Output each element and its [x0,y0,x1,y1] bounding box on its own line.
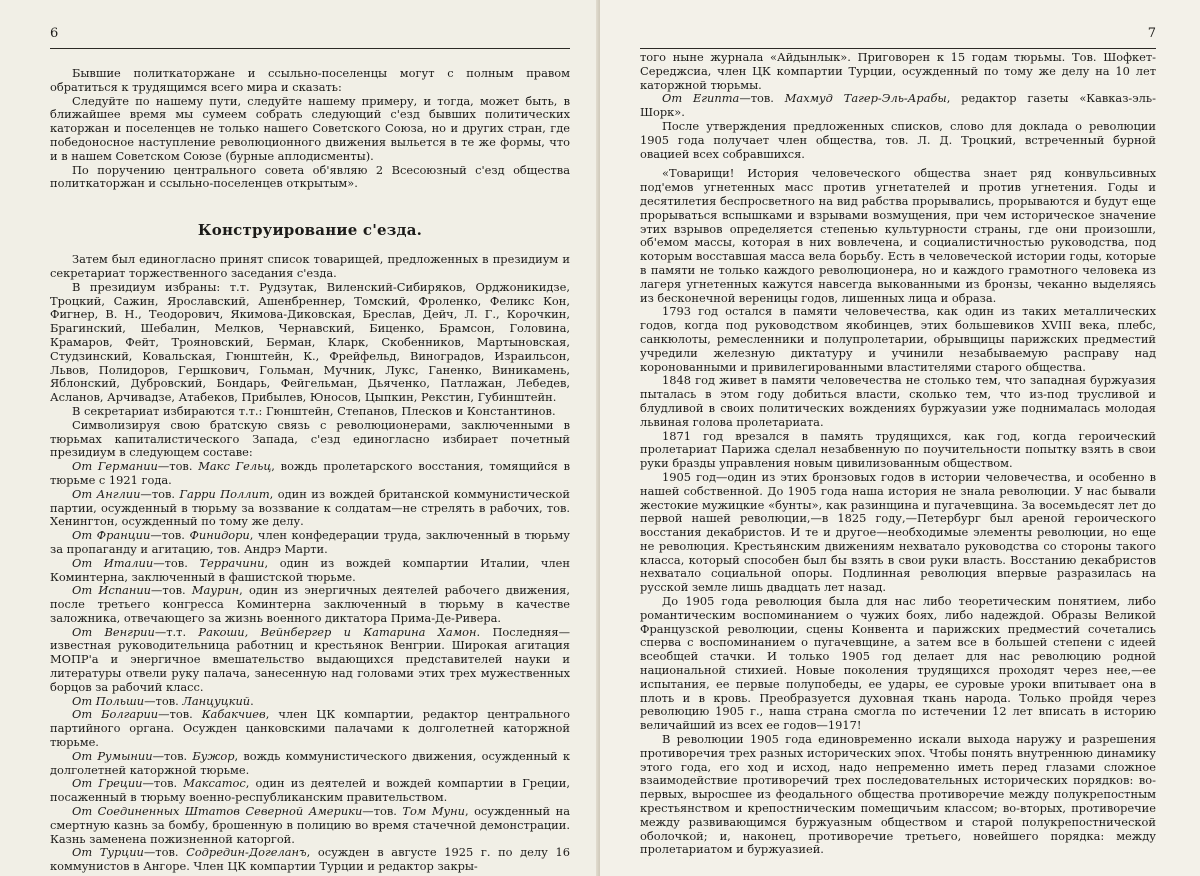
entry-country: От Греции [72,776,143,791]
report-intro-paragraph: После утверждения предложенных списков, слово для доклада о революции 1905 года получает член общества, тов. Л. Д. Троцкий, встреченный бурной овацией всех собравшихся. [640,118,1156,161]
honorary-entry: От Турции—тов. Содредин-Догеланъ, осужден в августе 1925 г. по делу 16 коммунистов в Ангоре. Член ЦК компартии Турции и редактор закры- [50,845,570,874]
right-page-number: 7 [1147,26,1156,41]
entry-country: От Польши [72,693,145,708]
entry-text: , член ЦК компартии, редактор центрального партийного органа. Осужден цанковскими палачами к долголетней каторжной тюрьме. [50,707,570,750]
entry-text: , один из вождей британской коммунистической партии, осужденный в тюрьму за воззвание к солдатам—не стрелять в рабочих, тов. Хенингтон, осужденный по тому же делу. [50,486,570,529]
honorary-presidium-paragraph: Символизируя свою братскую связь с революционерами, заключенными в тюрьмах капиталистического Запада, с'езд единогласно избирает почетный президиум в следующем составе: [50,417,570,460]
left-page-header [50,24,570,49]
honorary-entry: От Германии—тов. Макс Гельц, вождь пролетарского восстания, томящийся в тюрьме с 1921 года. [50,459,570,487]
honorary-entry: От Венгрии—т.т. Ракоши, Вейнбергер и Катарина Хамон. Последняя—известная руководительница работниц и крестьянок Венгрии. Широкая агитация МОПР'а и энергичное вмешательство выдающихся представителей науки и литературы отвели руку палача, занесенную над головами этих трех мужественных борцов за рабочий класс. [50,624,570,694]
honorary-entry: От Египта—тов. Махмуд Тагер-Эль-Арабы, редактор газеты «Кавказ-эль-Шорк». [640,91,1156,120]
speech-paragraph: До 1905 года революция была для нас либо теоретическим понятием, либо романтическим воспоминанием о чужих боях, либо надеждой. Образы Великой Французской революции, сцены Конвента и парижских предместий сочетались сперва с воспоминанием о пугачевщине, а затем все в большей степени с идеей всеобщей стачки. И только 1905 год делает для нас революцию родной национальной стихией. Новые поколения трудящихся проходят через нее,—ее испытания, ее первые полупобеды, ее удары, ее суровые уроки впитывает она в плоть и в кровь. Преобразуется духовная ткань народа. Только пройдя через революцию 1905 г., наша страна смогла по истечении 12 лет вписать в историю величайший из всех ее годов—1917! [640,594,1156,733]
speech-paragraph: «Товарищи! История человеческого общества знает ряд конвульсивных под'емов угнетенных масс против угнетателей и против угнетения. Годы и десятилетия беспросветного на вид рабства прорывались, прорываются и будут еще прорываться вспышками и взрывами возмущения, при чем историческое значение этих взрывов определяется степенью культурности страны, где они произошли, об'емом массы, которая в них вовлечена, и социалистичностью руководства, под которым восставшая масса вела борьбу. Есть в человеческой истории годы, которые в памяти не только каждого революционера, но и каждого грамотного человека из лагеря угнетенных кажутся навсегда выкованными из бронзы, чеканно выделяясь из бесконечной вереницы годов, лишенных лица и образа. [640,166,1156,305]
entry-country: От Германии [72,459,158,474]
entry-name: Гарри Поллит [179,486,270,501]
entry-name: Макс Гельц [198,459,272,474]
honorary-entry: От Испании—тов. Маурин, один из энергичных деятелей рабочего движения, после третьего конгресса Коминтерна заключенный в тюрьму в качестве заложника, отвечающего за жизнь военного диктатора Прима-Де-Ривера. [50,583,570,625]
presidium-intro-paragraph: Затем был единогласно принят список товарищей, предложенных в президиум и секретариат торжественного заседания с'езда. [50,252,570,280]
speech-paragraph: 1793 год остался в памяти человечества, как один из таких металлических годов, когда под руководством якобинцев, этих большевиков XVIII века, плебс, санкюлоты, ремесленники и полупролетарии, обрывщицы парижских предместий учредили железную диктатуру и учинили незабываемую расправу над коронованными и привилегированными властителями старого общества. [640,304,1156,374]
entry-text: . Последняя—известная руководительница работниц и крестьянок Венгрии. Широкая агитация МОПР'а и энергичное вмешательство выдающихся представителей науки и литературы отвели руку палача, занесенную над головами этих трех мужественных борцов за рабочий класс. [50,624,570,694]
speech-paragraph: 1848 год живет в памяти человечества не столько тем, что западная буржуазия пыталась в этом году добиться власти, сколько тем, что из-под трусливой и блудливой в своих политических вождениях буржуазии уже поднималась молодая львиная голова пролетариата. [640,373,1156,429]
right-page [600,0,1200,876]
presidium-list-paragraph: В президиум избраны: т.т. Рудзутак, Виленский-Сибиряков, Орджоникидзе, Троцкий, Сажин, Ярославский, Ашенбреннер, Томский, Фроленко, Феликс Кон, Фигнер, В. Н., Теодорович, Якимова-Диковская, Бреслав, Дейч, Л. Г., Корочкин, Брагинский, Шебалин, Мелков, Чернавский, Биценко, Брамсон, Головина, Крамаров, Фейт, Трояновский, Берман, Кларк, Скобенников, Мартыновская, Студзинский, Ковальская, Гюнштейн, К., Фрейфельд, Виноградов, Израильсон, Львов, Полидоров, Гершкович, Гольман, Мучник, Лукс, Ганенко, Виникамень, Яблонский, Дубровский, Бондарь, Фейгельман, Дьяченко, Патлажан, Лебедев, Асланов, Арчивадзе, Атабеков, Прибылев, Юносов, Цыпкин, Рекстин, Губинштейн. [50,279,570,405]
entry-country: От Англии [72,486,141,501]
speech-paragraph: В революции 1905 года единовременно искали выхода наружу и разрешения противоречия трех разных исторических эпох. Чтобы понять внутреннюю динамику этого года, его ход и исход, надо непременно иметь перед глазами сложное взаимодействие противоречий трех последовательных исторических порядков: во-первых, выросшее из феодального общества противоречие между полукрепостным крестьянством и крепостническим помещичьим классом; во-вторых, противоречие между развивающимся буржуазным обществом и старой полукрепостнической оболочкой; и, наконец, противоречие третьего, новейшего порядка: между пролетариатом и буржуазией. [640,732,1156,857]
entry-text: , вождь коммунистического движения, осужденный к долголетней каторжной тюрьме. [50,748,570,777]
entry-country: От Соединенных Штатов Северной Америки [72,804,363,819]
entry-text: , осужденный на смертную казнь за бомбу, брошенную в полицию во время стачечной демонстрации. Казнь заменена пожизненной каторгой. [50,804,570,846]
left-page-text [50,67,570,874]
entry-text: , один из вождей компартии Италии, член Коминтерна, заключенный в фашистской тюрьме. [50,555,570,584]
speech-paragraph: 1871 год врезался в память трудящихся, как год, когда героический пролетариат Парижа сделал незабвенную по поучительности попытку взять в свои руки бразды управления новым цивилизованным обществом. [640,428,1156,471]
right-page-header [640,24,1156,49]
speech-paragraph: 1905 год—один из этих бронзовых годов в истории человечества, и особенно в нашей собственной. До 1905 года наша история не знала революции. У нас бывали жестокие мужицкие «бунты», как разинщина и пугачевщина. За восемьдесят лет до первой нашей революции,—в 1825 году,—Петербург был ареной героического восстания декабристов. И те и другое—необходимые элементы революции, но еще не революция. Крестьянским движениям нехватало руководства со стороны такого класса, который способен был бы взять в свои руки власть. Восстанию декабристов нехватало социальной опоры. Подлинная революция впервые разразилась на русской земле лишь двадцать лет назад. [640,469,1156,595]
continuation-paragraph: того ныне журнала «Айдынлык». Приговорен к 15 годам тюрьмы. Тов. Шофкет-Середжсиа, член ЦК компартии Турции, осужденный по тому же делу на 10 лет каторжной тюрьмы. [640,50,1156,92]
left-page-number: 6 [50,26,59,41]
entry-text: , один из деятелей и вождей компартии в Греции, посаженный в тюрьму военно-республиканским правительством. [50,776,570,805]
entry-text: , осужден в августе 1925 г. по делу 16 коммунистов в Ангоре. Член ЦК компартии Турции и редактор закры- [50,845,570,874]
entry-country: От Испании [72,583,152,598]
entry-name: Максатос [183,776,246,791]
intro-paragraph: Бывшие политкаторжане и ссыльно-поселенцы могут с полным правом обратиться к трудящимся всего мира и сказать: [50,66,570,94]
entry-text: , вождь пролетарского восстания, томящийся в тюрьме с 1921 года. [50,459,570,487]
honorary-entry: От Италии—тов. Террачини, один из вождей компартии Италии, член Коминтерна, заключенный в фашистской тюрьме. [50,555,570,584]
section-title: Конструирование с'езда. [197,221,423,240]
entry-country: От Болгарии [72,707,159,722]
secretariat-paragraph: В секретариат избираются т.т.: Гюнштейн, Степанов, Плесков и Константинов. [72,403,556,418]
entry-name: Кабакчиев [201,707,266,722]
honorary-entry: От Болгарии—тов. Кабакчиев, член ЦК компартии, редактор центрального партийного органа. Осужден цанковскими палачами к долголетней каторжной тюрьме. [50,707,570,750]
entry-name: Бужор [192,748,235,763]
honorary-entry: От Франции—тов. Финидори, член конфедерации труда, заключенный в тюрьму за пропаганду и агитацию, тов. Андрэ Марти. [50,528,570,556]
entry-country: От Турции [72,845,144,860]
entry-name: Ракоши, Вейнбергер и Катарина Хамон [198,624,477,639]
entry-text: , редактор газеты «Кавказ-эль-Шорк». [640,91,1156,120]
entry-country: От Венгрии [72,624,155,639]
entry-country: От Италии [72,555,154,570]
entry-country: От Румынии [72,748,153,763]
entry-name: Махмуд Тагер-Эль-Арабы [784,91,947,106]
honorary-entry: От Румынии—тов. Бужор, вождь коммунистического движения, осужденный к долголетней каторжной тюрьме. [50,748,570,777]
entry-name: Финидори [189,528,250,543]
intro-paragraph: Следуйте по нашему пути, следуйте нашему примеру, и тогда, может быть, в ближайшее время мы сумеем собрать следующий с'езд бывших политических каторжан и поселенцев не только нашего Советского Союза, но и других стран, где победоносное наступление революционного движения выльется в те же формы, что и в нашем Советском Союзе (бурные аплодисменты). [50,93,570,163]
right-page-text [640,51,1156,857]
entry-text: , один из энергичных деятелей рабочего движения, после третьего конгресса Коминтерна заключенный в тюрьму в качестве заложника, отвечающего за жизнь военного диктатора Прима-Де-Ривера. [50,583,570,625]
entry-name: Том Муни [402,804,465,819]
entry-country: От Египта [662,91,740,106]
honorary-entry: От Соединенных Штатов Северной Америки—тов. Том Муни, осужденный на смертную казнь за бомбу, брошенную в полицию во время стачечной демонстрации. Казнь заменена пожизненной каторгой. [50,804,570,846]
entry-name: Террачини [199,555,265,570]
entry-country: От Франции [72,528,151,543]
intro-paragraph: По поручению центрального совета об'являю 2 Всесоюзный с'езд общества политкаторжан и ссыльно-поселенцев открытым». [50,162,570,191]
honorary-entry: От Англии—тов. Гарри Поллит, один из вождей британской коммунистической партии, осужденный в тюрьму за воззвание к солдатам—не стрелять в рабочих, тов. Хенингтон, осужденный по тому же делу. [50,486,570,529]
entry-name: Маурин [191,583,240,598]
entry-name: Содредин-Догеланъ [186,845,307,860]
honorary-entry: От Греции—тов. Максатос, один из деятелей и вождей компартии в Греции, посаженный в тюрьму военно-республиканским правительством. [50,776,570,805]
entry-text: , член конфедерации труда, заключенный в тюрьму за пропаганду и агитацию, тов. Андрэ Марти. [50,528,570,556]
entry-text: . [250,693,254,708]
honorary-entry: От Польши—тов. Ланцуцкий. [72,693,254,708]
entry-name: Ланцуцкий [182,693,251,708]
